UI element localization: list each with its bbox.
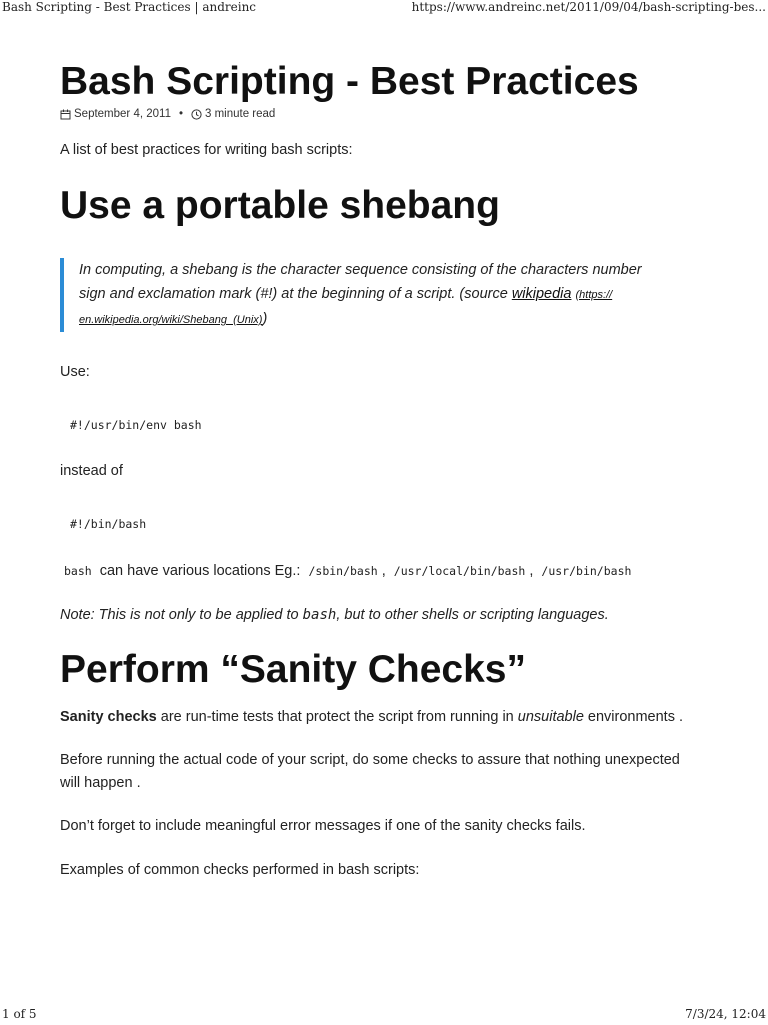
- instead-label: instead of: [60, 463, 123, 479]
- calendar-icon: [60, 109, 71, 120]
- print-page-url: https://www.andreinc.net/2011/09/04/bash-scripting-bes...: [411, 0, 766, 14]
- quote-line-1: In computing, a shebang is the character sequence consisting of the characters number: [79, 262, 642, 278]
- intro-paragraph: A list of best practices for writing bash scripts:: [60, 142, 353, 158]
- sanity-paragraph-4: Examples of common checks performed in bash scripts:: [60, 862, 420, 878]
- note-prefix: Note: This is not only to be applied to: [60, 607, 303, 623]
- wikipedia-link[interactable]: wikipedia: [511, 286, 572, 302]
- sanity-em: unsuitable: [517, 709, 584, 725]
- note-paragraph: [60, 604, 609, 627]
- print-header: [0, 0, 768, 18]
- code-block-preferred: #!/usr/bin/env bash: [70, 418, 202, 432]
- shebang-quote: [60, 258, 699, 332]
- read-time: 3 minute read: [205, 108, 276, 120]
- sanity-p1-end: environments .: [583, 709, 684, 725]
- locations-text: can have various locations Eg.:: [99, 563, 301, 579]
- wikipedia-url-part-2[interactable]: en.wikipedia.org/wiki/Shebang_(Unix): [79, 314, 263, 326]
- section-heading-sanity: Perform “Sanity Checks”: [60, 648, 527, 691]
- print-datetime: 7/3/24, 12:04: [685, 1007, 766, 1021]
- quote-close-paren: ): [262, 311, 268, 327]
- comma-2: ,: [529, 563, 534, 579]
- wikipedia-url-part-1[interactable]: (https://: [575, 289, 613, 301]
- inline-code-location-1: /sbin/bash: [308, 564, 378, 578]
- print-page-title: Bash Scripting - Best Practices | andreinc: [2, 0, 257, 14]
- post-meta: [60, 108, 275, 120]
- code-block-avoid: #!/bin/bash: [70, 517, 147, 531]
- note-suffix: , but to other shells or scripting languages.: [336, 607, 609, 623]
- inline-code-location-2: /usr/local/bin/bash: [393, 564, 526, 578]
- quote-line-2: sign and exclamation mark (#!) at the beginning of a script. (source: [79, 286, 512, 302]
- sanity-paragraph-1: [60, 706, 683, 729]
- page-title: Bash Scripting - Best Practices: [60, 60, 639, 103]
- sanity-paragraph-3: Don’t forget to include meaningful error messages if one of the sanity checks fails.: [60, 818, 586, 834]
- sanity-p2-line-2: will happen .: [60, 775, 141, 791]
- locations-paragraph: [60, 560, 635, 583]
- inline-code-location-3: /usr/bin/bash: [541, 564, 632, 578]
- inline-code-bash: bash: [64, 564, 92, 578]
- sanity-p1-mid: are run-time tests that protect the script from running in: [156, 709, 518, 725]
- post-date: September 4, 2011: [74, 108, 171, 120]
- sanity-paragraph-2: [60, 749, 680, 795]
- meta-separator: •: [178, 108, 183, 120]
- print-footer: [0, 1007, 768, 1025]
- comma-1: ,: [381, 563, 386, 579]
- note-code: bash: [302, 607, 337, 623]
- page-number: 1 of 5: [2, 1007, 37, 1021]
- sanity-p2-line-1: Before running the actual code of your script, do some checks to assure that nothing unexpected: [60, 752, 680, 768]
- clock-icon: [191, 109, 202, 120]
- use-label: Use:: [60, 364, 90, 380]
- sanity-bold: Sanity checks: [60, 709, 157, 725]
- section-heading-shebang: Use a portable shebang: [60, 184, 500, 227]
